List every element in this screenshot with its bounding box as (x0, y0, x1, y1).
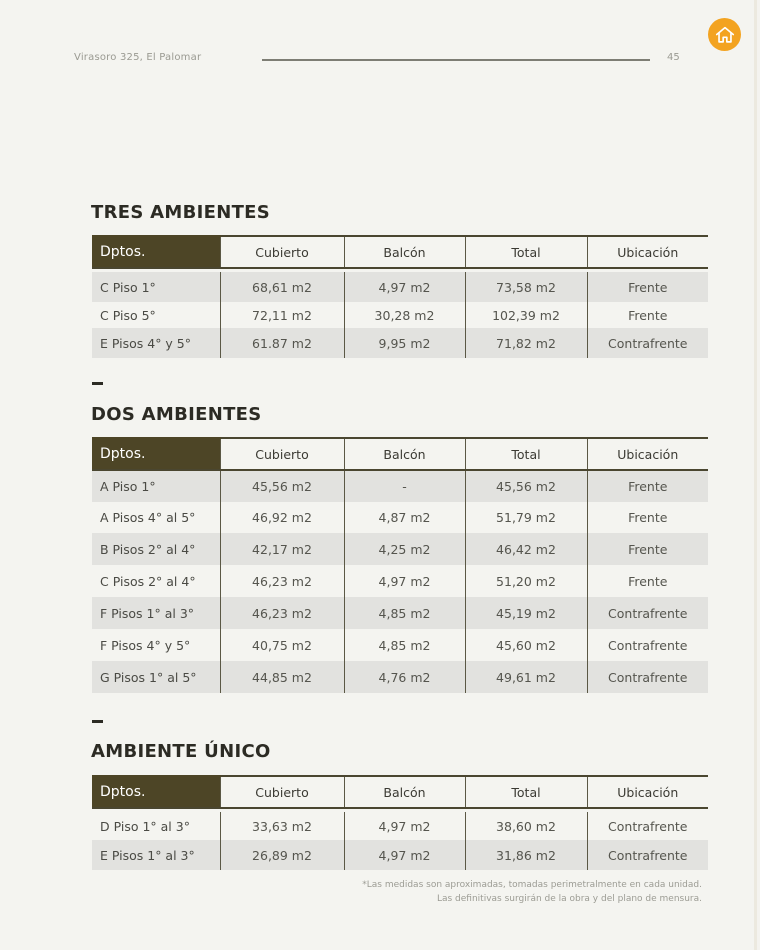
table-row (92, 502, 708, 533)
cell-total: 38,60 m2 (465, 812, 587, 840)
cell-ubicacion: Frente (587, 272, 708, 302)
cell-dpto: A Piso 1° (92, 470, 220, 502)
table-header-row (92, 236, 708, 268)
cell-total: 46,42 m2 (465, 533, 587, 565)
cell-balcon: 4,97 m2 (344, 840, 465, 870)
table-dos-ambientes (92, 437, 708, 693)
cell-ubicacion: Contrafrente (587, 328, 708, 358)
cell-ubicacion: Frente (587, 470, 708, 502)
table-header-row (92, 438, 708, 470)
cell-total: 51,20 m2 (465, 565, 587, 597)
cell-cubierto: 61.87 m2 (220, 328, 344, 358)
table-row (92, 661, 708, 693)
footnote (362, 878, 702, 906)
section-divider-dash (92, 382, 103, 385)
cell-cubierto: 72,11 m2 (220, 302, 344, 328)
cell-ubicacion: Frente (587, 302, 708, 328)
cell-cubierto: 40,75 m2 (220, 629, 344, 661)
cell-dpto: B Pisos 2° al 4° (92, 533, 220, 565)
cell-cubierto: 46,92 m2 (220, 502, 344, 533)
col-header-total: Total (465, 438, 587, 470)
table-row (92, 470, 708, 502)
table-row (92, 629, 708, 661)
cell-balcon: 4,85 m2 (344, 597, 465, 629)
col-header-dptos: Dptos. (92, 438, 220, 470)
cell-balcon: 4,85 m2 (344, 629, 465, 661)
table-header-row (92, 776, 708, 808)
table-row (92, 328, 708, 358)
col-header-balcon: Balcón (344, 438, 465, 470)
col-header-dptos: Dptos. (92, 776, 220, 808)
cell-balcon: 4,97 m2 (344, 812, 465, 840)
table-tres-ambientes (92, 235, 708, 358)
cell-ubicacion: Contrafrente (587, 840, 708, 870)
col-header-ubicacion: Ubicación (587, 438, 708, 470)
home-button[interactable] (708, 18, 741, 51)
section-divider-dash (92, 720, 103, 723)
cell-total: 31,86 m2 (465, 840, 587, 870)
table-row (92, 533, 708, 565)
cell-ubicacion: Contrafrente (587, 629, 708, 661)
cell-total: 73,58 m2 (465, 272, 587, 302)
home-icon (714, 24, 736, 46)
cell-balcon: 4,97 m2 (344, 565, 465, 597)
cell-cubierto: 46,23 m2 (220, 565, 344, 597)
cell-balcon: 4,87 m2 (344, 502, 465, 533)
page-number: 45 (667, 52, 680, 63)
cell-ubicacion: Frente (587, 565, 708, 597)
header-divider (262, 59, 650, 61)
cell-dpto: C Piso 1° (92, 272, 220, 302)
cell-balcon: 4,97 m2 (344, 272, 465, 302)
col-header-ubicacion: Ubicación (587, 236, 708, 268)
cell-ubicacion: Contrafrente (587, 812, 708, 840)
cell-total: 45,56 m2 (465, 470, 587, 502)
header-address: Virasoro 325, El Palomar (74, 52, 202, 63)
cell-cubierto: 45,56 m2 (220, 470, 344, 502)
col-header-dptos: Dptos. (92, 236, 220, 268)
footnote-line: Las definitivas surgirán de la obra y del plano de mensura. (436, 894, 702, 904)
table-row (92, 272, 708, 302)
section-title-dos-ambientes: DOS AMBIENTES (91, 404, 262, 425)
table-row (92, 840, 708, 870)
table-row (92, 812, 708, 840)
cell-dpto: D Piso 1° al 3° (92, 812, 220, 840)
col-header-total: Total (465, 776, 587, 808)
col-header-total: Total (465, 236, 587, 268)
table-row (92, 565, 708, 597)
cell-dpto: F Pisos 1° al 3° (92, 597, 220, 629)
table-ambiente-unico (92, 775, 708, 870)
cell-dpto: C Pisos 2° al 4° (92, 565, 220, 597)
footnote-line: *Las medidas son aproximadas, tomadas perimetralmente en cada unidad. (362, 880, 702, 890)
cell-ubicacion: Frente (587, 502, 708, 533)
cell-total: 45,60 m2 (465, 629, 587, 661)
cell-dpto: E Pisos 4° y 5° (92, 328, 220, 358)
cell-balcon: 30,28 m2 (344, 302, 465, 328)
cell-balcon: 9,95 m2 (344, 328, 465, 358)
col-header-ubicacion: Ubicación (587, 776, 708, 808)
section-title-ambiente-unico: AMBIENTE ÚNICO (91, 741, 271, 762)
col-header-cubierto: Cubierto (220, 438, 344, 470)
cell-cubierto: 44,85 m2 (220, 661, 344, 693)
cell-dpto: G Pisos 1° al 5° (92, 661, 220, 693)
cell-total: 51,79 m2 (465, 502, 587, 533)
col-header-cubierto: Cubierto (220, 236, 344, 268)
cell-cubierto: 68,61 m2 (220, 272, 344, 302)
cell-cubierto: 26,89 m2 (220, 840, 344, 870)
cell-ubicacion: Contrafrente (587, 597, 708, 629)
section-title-tres-ambientes: TRES AMBIENTES (91, 202, 271, 223)
cell-dpto: E Pisos 1° al 3° (92, 840, 220, 870)
cell-balcon: - (344, 470, 465, 502)
cell-balcon: 4,25 m2 (344, 533, 465, 565)
cell-dpto: A Pisos 4° al 5° (92, 502, 220, 533)
cell-cubierto: 46,23 m2 (220, 597, 344, 629)
cell-total: 45,19 m2 (465, 597, 587, 629)
col-header-cubierto: Cubierto (220, 776, 344, 808)
cell-dpto: F Pisos 4° y 5° (92, 629, 220, 661)
cell-total: 102,39 m2 (465, 302, 587, 328)
cell-total: 49,61 m2 (465, 661, 587, 693)
cell-dpto: C Piso 5° (92, 302, 220, 328)
table-row (92, 302, 708, 328)
cell-total: 71,82 m2 (465, 328, 587, 358)
col-header-balcon: Balcón (344, 776, 465, 808)
cell-cubierto: 42,17 m2 (220, 533, 344, 565)
cell-ubicacion: Frente (587, 533, 708, 565)
col-header-balcon: Balcón (344, 236, 465, 268)
cell-cubierto: 33,63 m2 (220, 812, 344, 840)
table-row (92, 597, 708, 629)
cell-balcon: 4,76 m2 (344, 661, 465, 693)
cell-ubicacion: Contrafrente (587, 661, 708, 693)
